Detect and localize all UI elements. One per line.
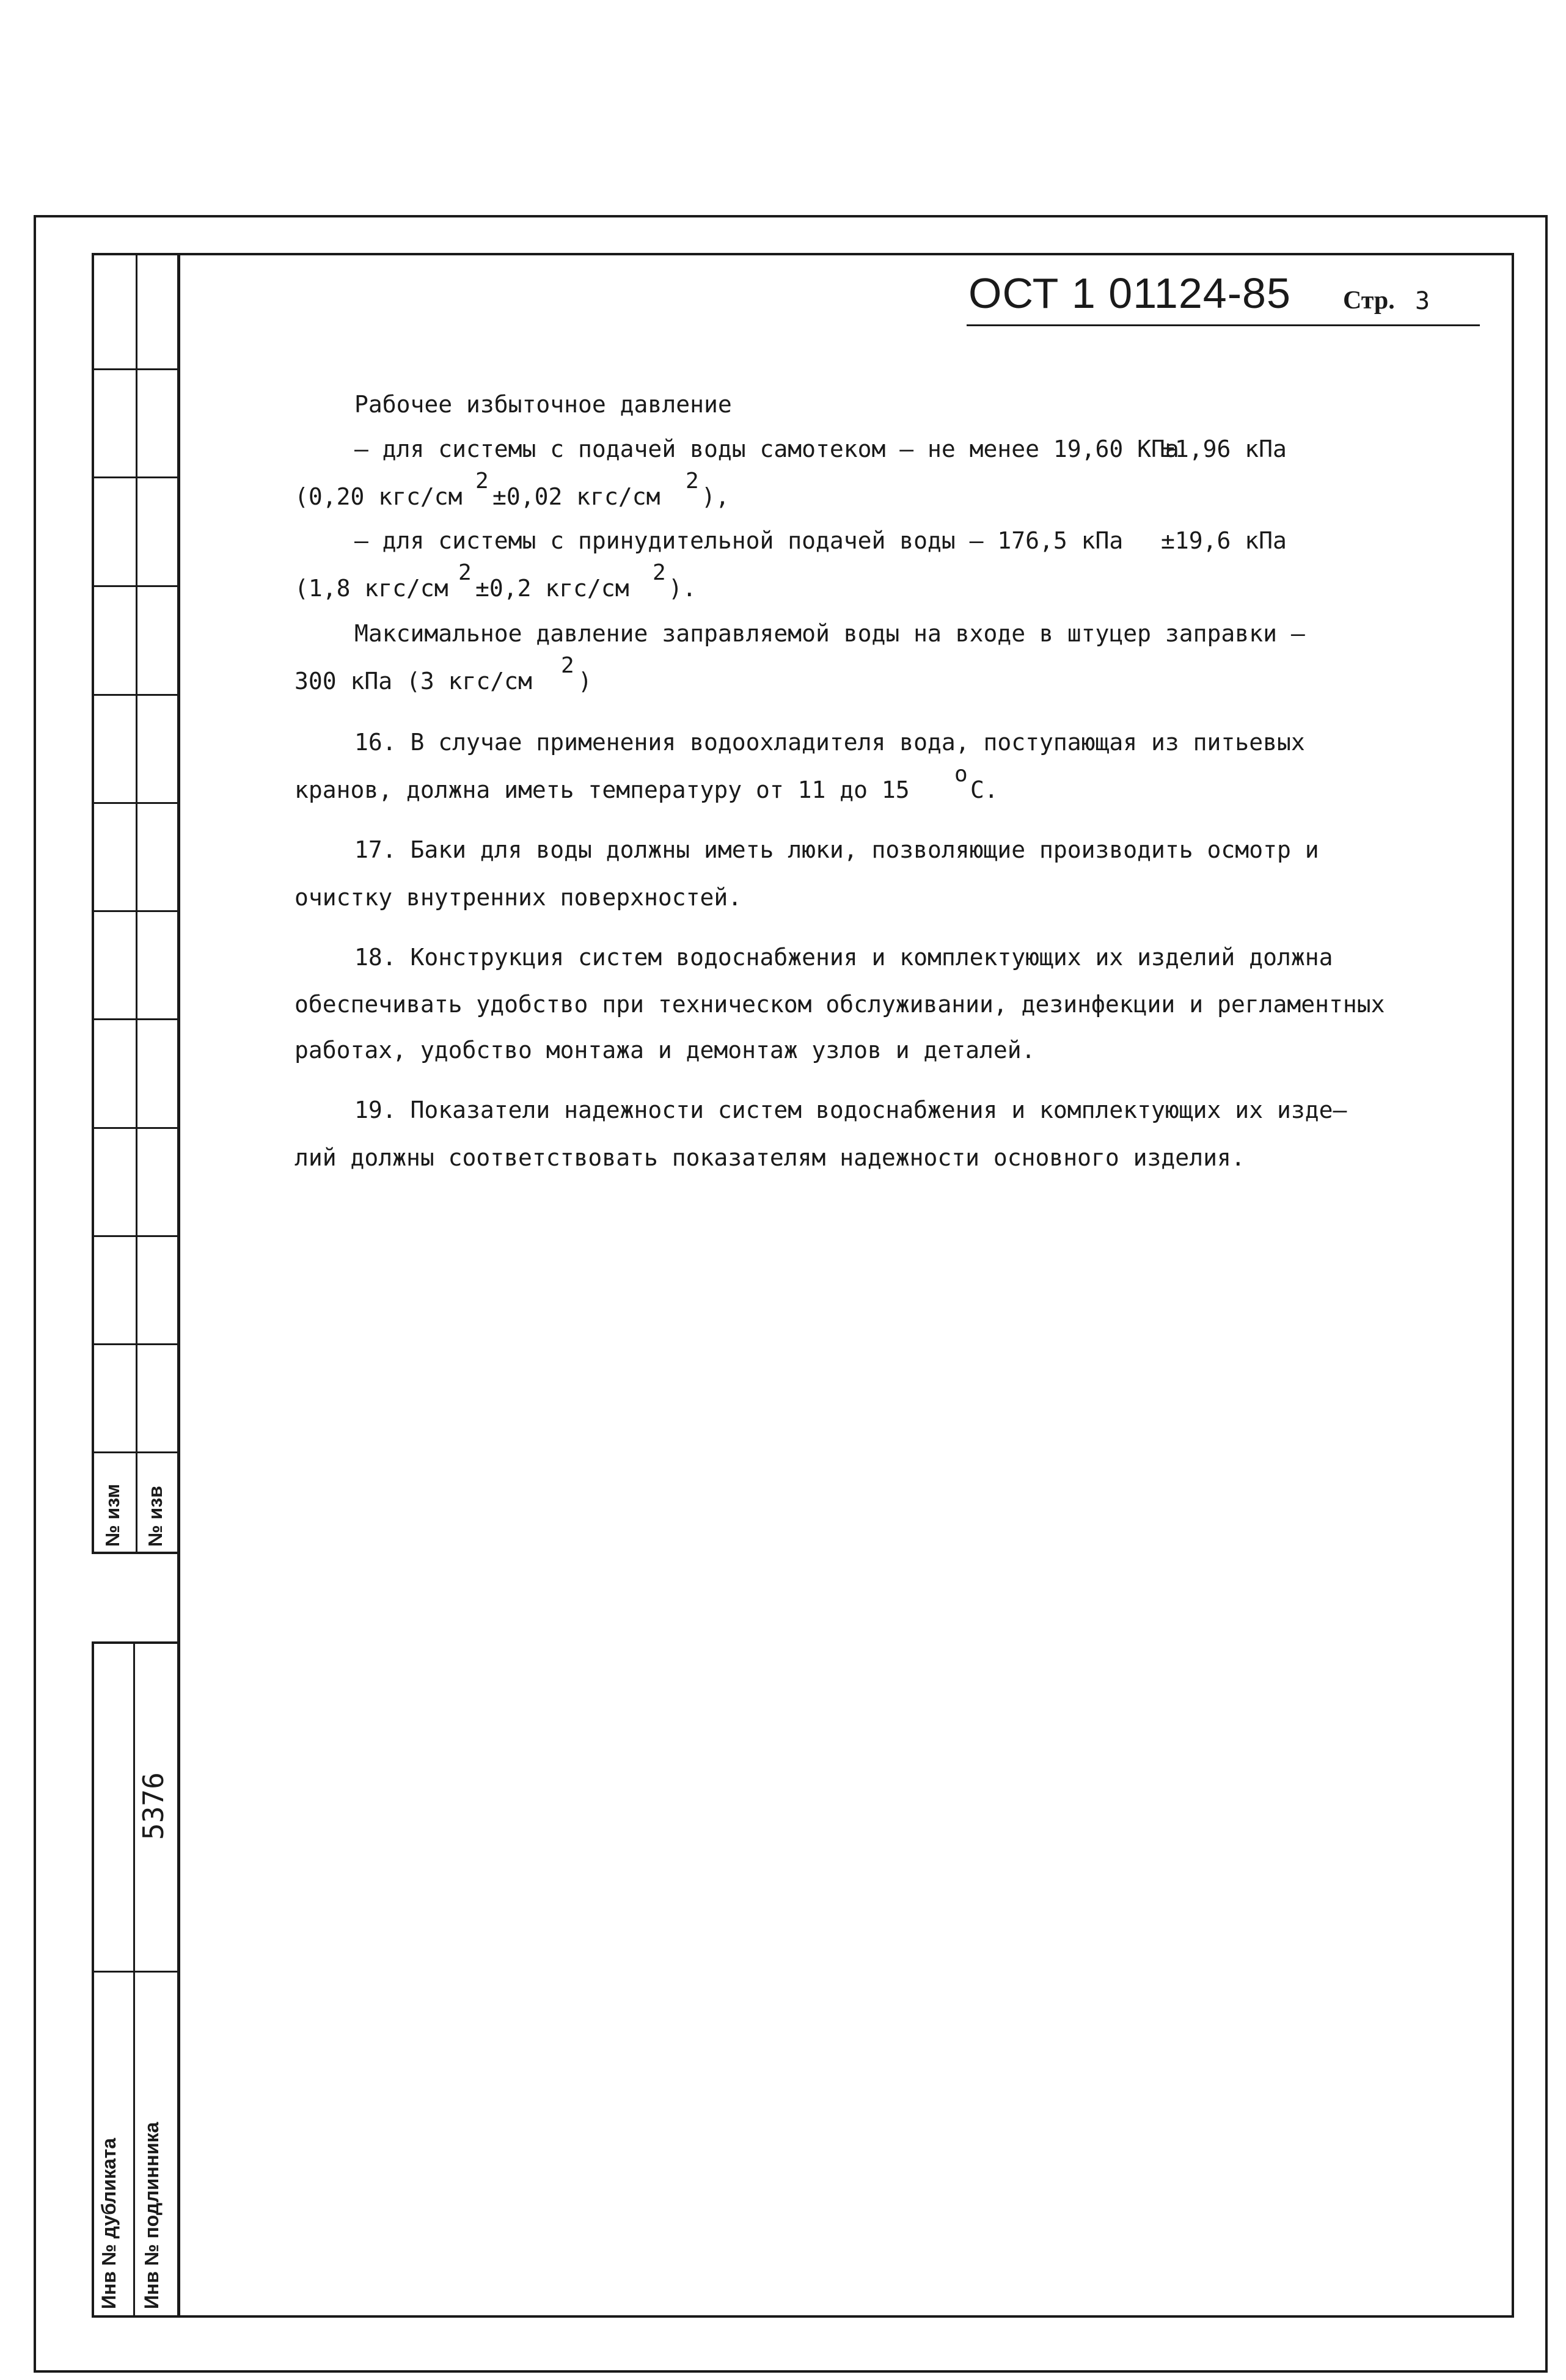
forced-line-1: – для системы с принудительной подачей воды – 176,5 кПа	[354, 527, 1124, 554]
duplicate-inventory-label: Инв № дубликата	[98, 2137, 120, 2309]
paragraph-16-line-1: 16. В случае применения водоохладителя вода, поступающая из питьевых	[354, 729, 1305, 756]
superscript-two: 2	[458, 560, 472, 585]
paragraph-19-line-2: лий должны соответствовать показателям надежности основного изделия.	[295, 1144, 1245, 1171]
forced-line-2-part-b: ±0,2 кгс/см	[475, 575, 629, 602]
gravity-line-2-part-b: ±0,02 кгс/см	[492, 483, 660, 510]
pressure-heading: Рабочее избыточное давление	[354, 391, 732, 418]
stamp-row-line	[92, 476, 180, 478]
stamp-row-line	[92, 585, 180, 587]
outer-frame-left	[34, 215, 36, 2373]
superscript-two: 2	[475, 469, 489, 494]
paragraph-18-line-3: работах, удобство монтажа и демонтаж узлов и деталей.	[295, 1037, 1036, 1064]
gravity-line-1: – для системы с подачей воды самотеком – не менее 19,60 КПа	[354, 436, 1179, 462]
stamp-row-line	[92, 1235, 180, 1237]
stamp-lower-left-edge	[92, 1641, 94, 2318]
stamp-row-line	[92, 1127, 180, 1129]
paragraph-16-unit: С.	[970, 776, 998, 803]
outer-frame-right	[1545, 215, 1548, 2373]
stamp-upper-mid-divider	[136, 253, 137, 1554]
stamp-upper-bottom	[92, 1552, 180, 1554]
stamp-lower-mid-divider	[133, 1641, 135, 2318]
page-number: 3	[1415, 287, 1430, 315]
gravity-line-1-tolerance: ±1,96 кПа	[1161, 436, 1287, 462]
change-number-label: № изм	[101, 1483, 123, 1547]
paragraph-17-line-2: очистку внутренних поверхностей.	[295, 884, 742, 911]
max-pressure-line-2-part-a: 300 кПа (3 кгс/см	[295, 668, 532, 695]
stamp-row-line	[92, 802, 180, 804]
notice-number-label: № изв	[144, 1486, 166, 1547]
stamp-lower-top	[92, 1641, 180, 1644]
degree-sign: о	[954, 762, 968, 787]
stamp-lower-row-line	[92, 1971, 180, 1973]
stamp-row-line	[92, 1343, 180, 1345]
outer-frame-bottom	[34, 2370, 1548, 2373]
superscript-two: 2	[653, 560, 666, 585]
document-code: ОСТ 1 01124-85	[968, 269, 1291, 317]
superscript-two: 2	[561, 653, 574, 678]
stamp-row-line	[92, 368, 180, 370]
paragraph-19-line-1: 19. Показатели надежности систем водоснабжения и комплектующих их изде–	[354, 1097, 1347, 1123]
original-inventory-number: 5376	[137, 1772, 170, 1840]
gravity-line-2-part-c: ),	[701, 483, 730, 510]
gravity-line-2-part-a: (0,20 кгс/см	[295, 483, 463, 510]
stamp-row-line	[92, 694, 180, 696]
paragraph-18-line-2: обеспечивать удобство при техническом обслуживании, дезинфекции и регламентных	[295, 991, 1385, 1018]
header-underline	[967, 324, 1480, 326]
inner-frame-left	[177, 253, 180, 2318]
paragraph-17-line-1: 17. Баки для воды должны иметь люки, позволяющие производить осмотр и	[354, 836, 1319, 863]
stamp-row-line	[92, 1451, 180, 1453]
max-pressure-line-1: Максимальное давление заправляемой воды на входе в штуцер заправки –	[354, 620, 1305, 647]
inner-frame-top	[92, 253, 1514, 255]
inner-frame-right	[1512, 253, 1514, 2318]
stamp-upper-left-edge	[92, 253, 94, 1554]
max-pressure-line-2-part-b: )	[578, 668, 592, 695]
forced-line-1-tolerance: ±19,6 кПа	[1161, 527, 1287, 554]
forced-line-2-part-a: (1,8 кгс/см	[295, 575, 448, 602]
stamp-row-line	[92, 1018, 180, 1020]
page-label: Стр.	[1343, 287, 1395, 315]
original-inventory-label: Инв № подлинника	[141, 2122, 163, 2309]
paragraph-18-line-1: 18. Конструкция систем водоснабжения и комплектующих их изделий должна	[354, 944, 1333, 971]
forced-line-2-part-c: ).	[668, 575, 697, 602]
outer-frame-top	[34, 215, 1548, 217]
superscript-two: 2	[686, 469, 699, 494]
stamp-row-line	[92, 910, 180, 912]
paragraph-16-line-2: кранов, должна иметь температуру от 11 до 15	[295, 776, 910, 803]
inner-frame-bottom	[92, 2315, 1514, 2318]
